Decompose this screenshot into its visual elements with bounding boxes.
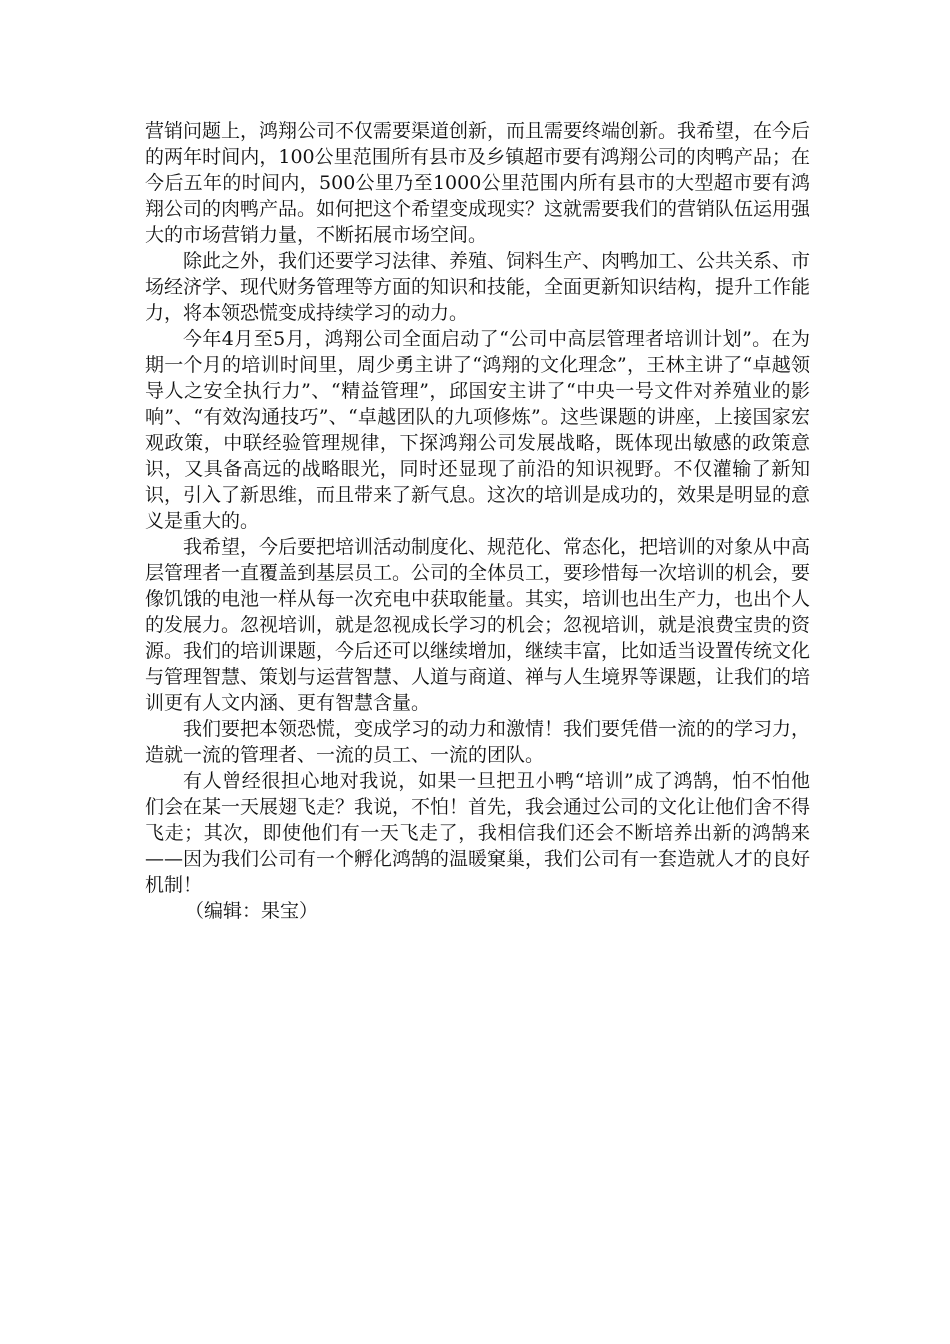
paragraph-learning: 除此之外，我们还要学习法律、养殖、饲料生产、肉鸭加工、公共关系、市场经济学、现代财务管理等方面的知识和技能，全面更新知识结构，提升工作能力，将本领恐慌变成持续学习的动力。 (145, 250, 811, 324)
paragraph-training-hope: 我希望，今后要把培训活动制度化、规范化、常态化，把培训的对象从中高层管理者一直覆盖到基层员工。公司的全体员工，要珍惜每一次培训的机会，要像饥饿的电池一样从每一次充电中获取能量。其实，培训也出生产力，也出个人的发展力。忽视培训，就是忽视成长学习的机会；忽视培训，就是浪费宝贵的资源。我们的培训课题，今后还可以继续增加，继续丰富，比如适当设置传统文化与管理智慧、策划与运营智慧、人道与商道、禅与人生境界等课题，让我们的培训更有人文内涵、更有智慧含量。 (145, 536, 811, 714)
document-body (145, 118, 810, 924)
paragraph-motivation: 我们要把本领恐慌，变成学习的动力和激情！我们要凭借一流的的学习力，造就一流的管理者、一流的员工、一流的团队。 (145, 718, 811, 766)
paragraph-swan: 有人曾经很担心地对我说，如果一旦把丑小鸭“培训”成了鸿鹄，怕不怕他们会在某一天展翅飞走？我说，不怕！首先，我会通过公司的文化让他们舍不得飞走；其次，即使他们有一天飞走了，我相信我们还会不断培养出新的鸿鹄来——因为我们公司有一个孵化鸿鹄的温暖窠巢，我们公司有一套造就人才的良好机制！ (145, 770, 811, 896)
paragraph-training-plan: 今年4月至5月，鸿翔公司全面启动了“公司中高层管理者培训计划”。在为期一个月的培训时间里，周少勇主讲了“鸿翔的文化理念”，王林主讲了“卓越领导人之安全执行力”、“精益管理”，邱国安主讲了“中央一号文件对养殖业的影响”、“有效沟通技巧”、“卓越团队的九项修炼”。这些课题的讲座，上接国家宏观政策，中联经验管理规律，下探鸿翔公司发展战略，既体现出敏感的政策意识，又具备高远的战略眼光，同时还显现了前沿的知识视野。不仅灌输了新知识，引入了新思维，而且带来了新气息。这次的培训是成功的，效果是明显的意义是重大的。 (145, 328, 811, 532)
editor-note: （编辑：果宝） (185, 900, 319, 922)
paragraph-marketing: 营销问题上，鸿翔公司不仅需要渠道创新，而且需要终端创新。我希望，在今后的两年时间内，100公里范围所有县市及乡镇超市要有鸿翔公司的肉鸭产品；在今后五年的时间内，500公里乃至1000公里范围内所有县市的大型超市要有鸿翔公司的肉鸭产品。如何把这个希望变成现实？这就需要我们的营销队伍运用强大的市场营销力量，不断拓展市场空间。 (145, 120, 811, 246)
